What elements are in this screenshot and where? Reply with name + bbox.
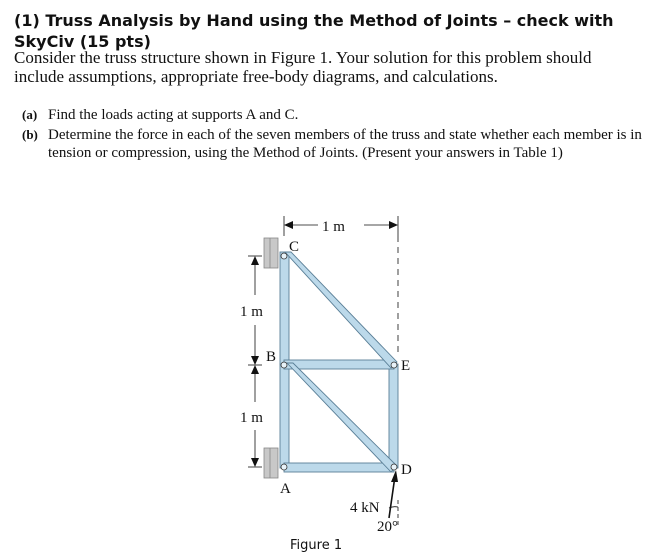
truss-members — [280, 252, 398, 472]
member-cb — [280, 252, 289, 364]
joint-label-e: E — [401, 358, 411, 374]
part-a-label: (a) — [22, 107, 38, 122]
wall-support-a — [264, 448, 278, 478]
member-ed — [389, 364, 398, 468]
joint-label-a: A — [280, 481, 291, 497]
member-ba — [280, 364, 289, 468]
member-ce — [285, 252, 397, 368]
dimension-left — [248, 256, 262, 467]
dimension-top-label: 1 m — [322, 219, 345, 235]
member-bd — [287, 363, 397, 472]
joint-label-b: B — [266, 349, 277, 365]
part-a-text: Find the loads acting at supports A and C. — [48, 107, 299, 123]
part-b-text: Determine the force in each of the seven members of the truss and state whether each member is in tension or compression, using the Method of Joints. (Present your answers in Table 1) — [48, 127, 642, 161]
dimension-left-upper-label: 1 m — [240, 304, 263, 320]
problem-intro: Consider the truss structure shown in Figure 1. Your solution for this problem should include assumptions, appropriate free-body diagrams, and calculations. — [14, 48, 592, 86]
problem-title: (1) Truss Analysis by Hand using the Method of Joints – check with SkyCiv (15 pts) — [14, 11, 614, 51]
dimension-left-lower-label: 1 m — [240, 410, 263, 426]
load-label: 4 kN — [350, 500, 380, 516]
member-be — [284, 360, 394, 369]
joint-label-c: C — [289, 239, 300, 255]
wall-support-c — [264, 238, 278, 268]
angle-label: 20° — [377, 519, 398, 535]
load-arrow — [389, 470, 398, 525]
part-b-label: (b) — [22, 127, 38, 142]
joint-label-d: D — [401, 462, 412, 478]
figure-caption: Figure 1 — [290, 538, 343, 553]
member-ad — [284, 463, 394, 472]
